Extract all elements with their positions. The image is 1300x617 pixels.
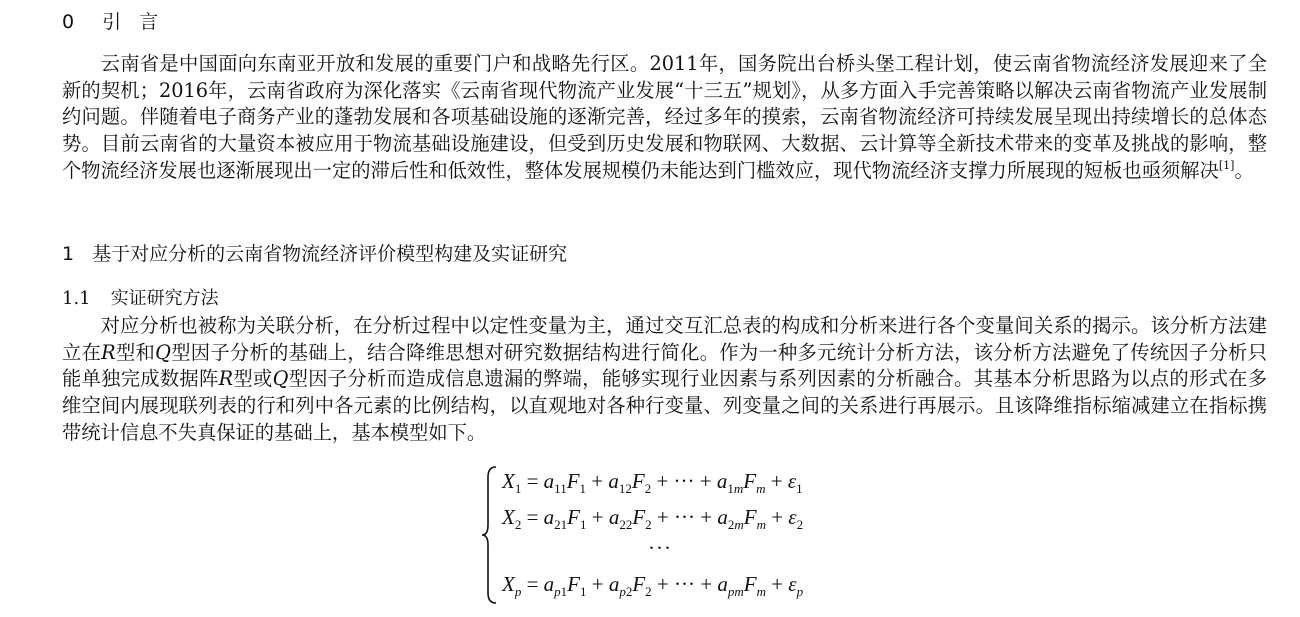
q-type-symbol: Q — [155, 340, 171, 364]
paragraph-text: 型因子分析而造成信息遗漏的弊端，能够实现行业因素与系列因素的分析融合。其基本分析思路为以点的形式在多维空间内展现联列表的行和列中各元素的比例结构，以直观地对各种行变量、列变量之间的关系进行再展示。且该降维指标缩减建立在指标携带统计信息不失真保证的基础上，基本模型如下。 — [62, 367, 1268, 444]
paragraph-text: 云南省是中国面向东南亚开放和发展的重要门户和战略先行区。2011年，国务院出台桥头堡工程计划，使云南省物流经济发展迎来了全新的契机；2016年，云南省政府为深化落实《云南省现代物流产业发展“十三五”规划》，从多方面入手完善策略以解决云南省物流产业发展制约问题。伴随着电子商务产业的蓬勃发展和各项基础设施的逐渐完善，经过多年的摸索，云南省物流经济可持续发展呈现出持续增长的总体态势。目前云南省的大量资本被应用于物流基础设施建设，但受到历史发展和物联网、大数据、云计算等全新技术带来的变革及挑战的影响，整个物流经济发展也逐渐展现出一定的滞后性和低效性，整体发展规模仍未能达到门槛效应，现代物流经济支撑力所展现的短板也亟须解决 — [62, 52, 1267, 182]
paragraph-text: 对应分析也被称为关联分析，在分析过程中以定性变量为主，通过交互汇总表的构成和分析来进行各个变量间关系的揭示。该分析方法建立在 — [62, 314, 1267, 364]
equation-line-2: $X_2 = a_{21}F_1 + a_{22}F_2$ + ··· + $a_{2m}F_m + \varepsilon_2$ — [502, 505, 804, 533]
section-title: 引 言 — [102, 11, 165, 33]
factor-model-equation — [480, 463, 900, 608]
section-heading-1 — [62, 242, 567, 266]
paragraph-text: 型因子分析的基础上，结合降维思想对研究数据结构进行简化。作为一种多元统计分析方法，该分析方法避免了传统因子分析只能单独完成数据阵 — [62, 340, 1268, 391]
equation-line-p: $X_p = a_{p1}F_1 + a_{p2}F_2$ + ··· + $a_{pm}F_m + \varepsilon_p$ — [502, 572, 804, 600]
section-heading-introduction — [62, 10, 164, 34]
q-type-symbol: Q — [272, 367, 289, 391]
citation-ref: [1] — [1218, 158, 1235, 172]
paragraph-text: 型和 — [115, 340, 156, 364]
equation-ellipsis: ··· — [648, 536, 672, 560]
paragraph-text: 型或 — [233, 367, 273, 391]
r-type-symbol: R — [218, 367, 234, 391]
r-type-symbol: R — [101, 340, 116, 364]
section-number: 1 — [62, 243, 75, 265]
subsection-number: 1.1 — [62, 288, 91, 309]
subsection-title: 实证研究方法 — [110, 288, 219, 309]
subsection-heading — [62, 287, 219, 311]
left-brace — [480, 463, 504, 608]
section-title: 基于对应分析的云南省物流经济评价模型构建及实证研究 — [92, 243, 568, 265]
section-number: 0 — [62, 11, 81, 33]
introduction-paragraph — [62, 51, 1267, 185]
method-paragraph — [62, 313, 1267, 447]
paragraph-end: 。 — [1234, 158, 1254, 182]
equation-line-1: $X_1 = a_{11}F_1 + a_{12}F_2$ + ··· + $a_{1m}F_m + \varepsilon_1$ — [502, 469, 803, 497]
